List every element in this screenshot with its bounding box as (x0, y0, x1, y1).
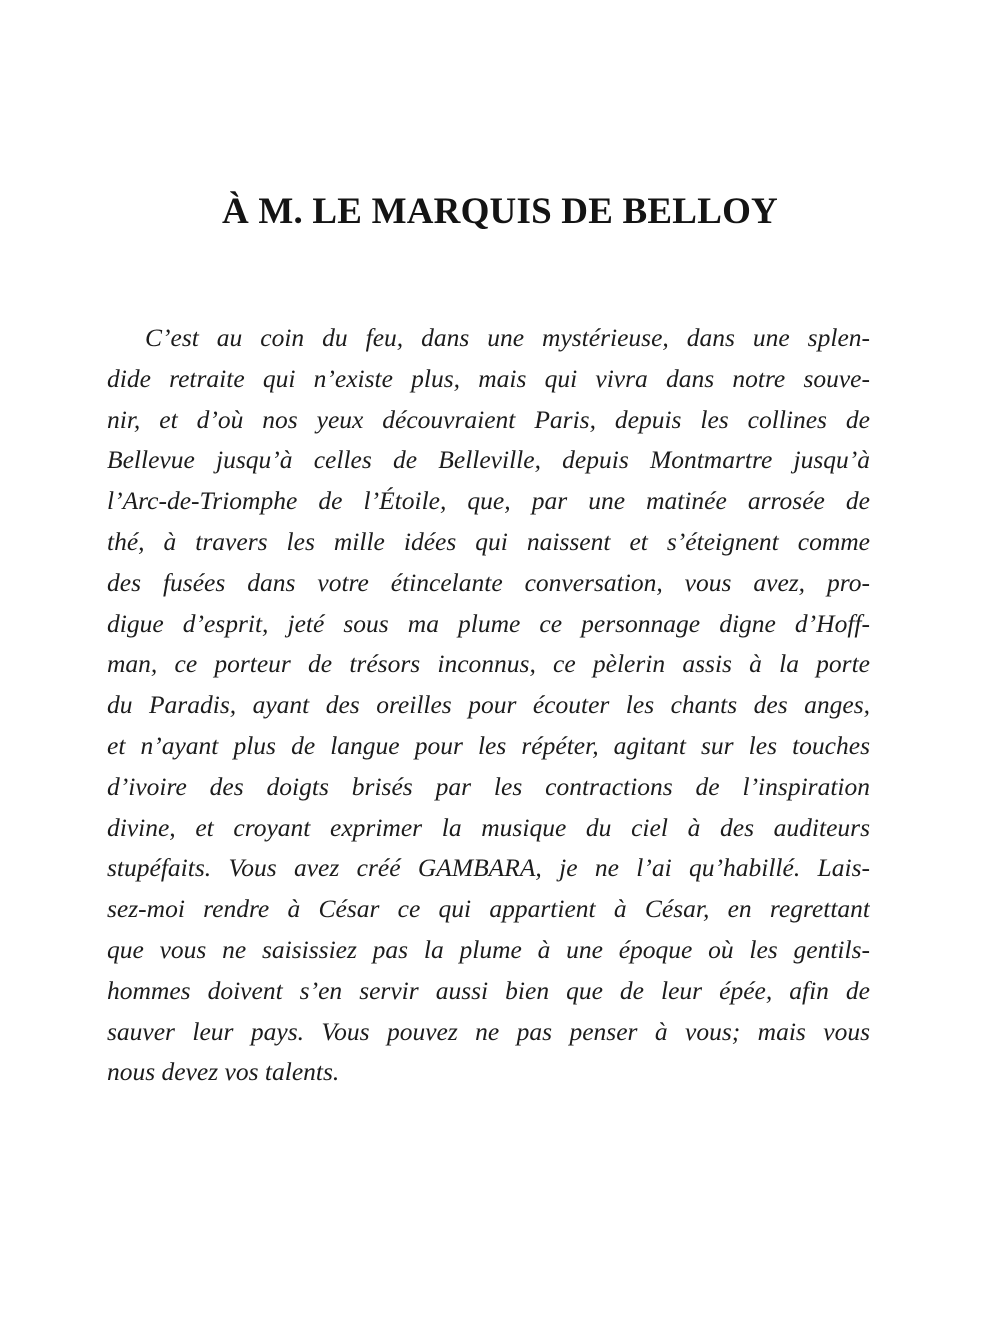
paragraph-line: digue d’esprit, jeté sous ma plume ce personnage digne d’Hoff- (107, 608, 870, 638)
paragraph-line: C’est au coin du feu, dans une mystérieuse, dans une splen- (145, 323, 870, 352)
paragraph-line: nous devez vos talents. (107, 1057, 340, 1087)
paragraph-line: thé, à travers les mille idées qui naissent et s’éteignent comme (107, 526, 870, 556)
paragraph-line: l’Arc-de-Triomphe de l’Étoile, que, par une matinée arrosée de (107, 486, 870, 516)
paragraph-line: sauver leur pays. Vous pouvez ne pas penser à vous; mais vous (107, 1016, 870, 1046)
paragraph-line: nir, et d’où nos yeux découvraient Paris, depuis les collines de (107, 404, 870, 434)
paragraph-line: du Paradis, ayant des oreilles pour écouter les chants des anges, (107, 690, 870, 720)
paragraph-line: que vous ne saisissiez pas la plume à une époque où les gentils- (107, 934, 870, 964)
paragraph-line: et n’ayant plus de langue pour les répéter, agitant sur les touches (107, 730, 870, 760)
paragraph-line: dide retraite qui n’existe plus, mais qui vivra dans notre souve- (107, 363, 870, 393)
paragraph-line: hommes doivent s’en servir aussi bien que de leur épée, afin de (107, 975, 870, 1005)
dedication-title: À M. LE MARQUIS DE BELLOY (222, 191, 778, 232)
dedication-paragraph (107, 318, 870, 1093)
paragraph-line: d’ivoire des doigts brisés par les contractions de l’inspiration (107, 771, 870, 801)
paragraph-line: des fusées dans votre étincelante conversation, vous avez, pro- (107, 567, 870, 597)
paragraph-line: Bellevue jusqu’à celles de Belleville, depuis Montmartre jusqu’à (107, 445, 870, 475)
paragraph-line: man, ce porteur de trésors inconnus, ce pèlerin assis à la porte (107, 649, 870, 679)
paragraph-line: divine, et croyant exprimer la musique du ciel à des auditeurs (107, 812, 870, 842)
paragraph-line: stupéfaits. Vous avez créé GAMBARA, je ne l’ai qu’habillé. Lais- (107, 853, 870, 883)
paragraph-line: sez-moi rendre à César ce qui appartient à César, en regrettant (107, 894, 870, 924)
